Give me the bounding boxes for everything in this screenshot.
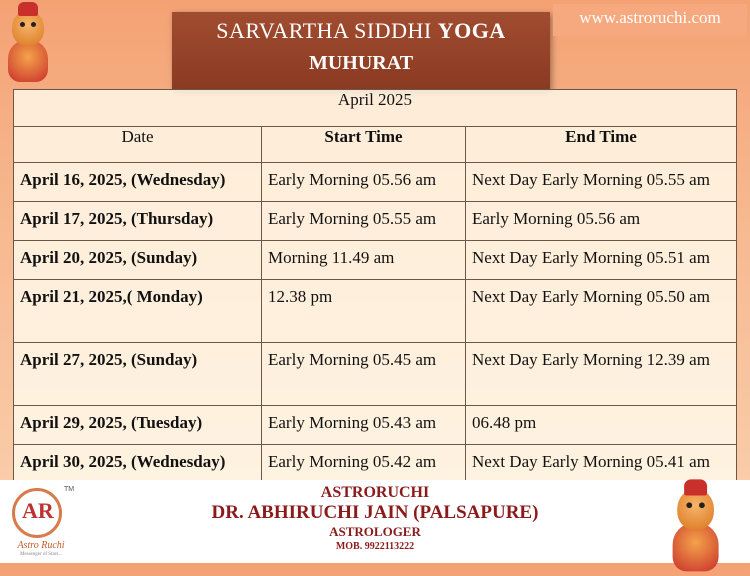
table-row (14, 241, 737, 280)
cell-date: April 17, 2025, (Thursday) (14, 202, 262, 241)
footer-astrologer-name: DR. ABHIRUCHI JAIN (PALSAPURE) (211, 502, 539, 523)
cell-start-time: Early Morning 05.55 am (262, 202, 466, 241)
muhurat-table (13, 89, 737, 484)
table-row (14, 343, 737, 406)
cell-start-time: Early Morning 05.43 am (262, 406, 466, 445)
cell-end-time: Next Day Early Morning 05.55 am (466, 163, 737, 202)
cell-start-time: Early Morning 05.42 am (262, 445, 466, 484)
logo-tagline: Messenger of Stars... (19, 552, 63, 557)
logo-ar-icon: AR (22, 498, 54, 523)
cell-end-time: Next Day Early Morning 12.39 am (466, 343, 737, 406)
footer-brand: ASTRORUCHI (320, 484, 430, 501)
table-row (14, 163, 737, 202)
cell-end-time: Next Day Early Morning 05.50 am (466, 280, 737, 343)
table-header-row (14, 127, 737, 163)
table-row (14, 280, 737, 343)
page-subtitle: MUHURAT (308, 52, 414, 74)
cell-date: April 20, 2025, (Sunday) (14, 241, 262, 280)
footer-phone: MOB. 9922113222 (335, 541, 415, 552)
cell-start-time: 12.38 pm (262, 280, 466, 343)
cell-date: April 21, 2025,( Monday) (14, 280, 262, 343)
page-title-banner (172, 12, 550, 90)
footer-signature (180, 484, 570, 553)
cell-end-time: Next Day Early Morning 05.41 am (466, 445, 737, 484)
cell-date: April 29, 2025, (Tuesday) (14, 406, 262, 445)
table-month: April 2025 (14, 90, 737, 127)
logo-name: Astro Ruchi (17, 540, 65, 551)
ganesha-image-top-left (4, 6, 52, 86)
cell-date: April 30, 2025, (Wednesday) (14, 445, 262, 484)
cell-date: April 16, 2025, (Wednesday) (14, 163, 262, 202)
website-url: www.astroruchi.com (553, 4, 747, 36)
table-row (14, 202, 737, 241)
ganesha-image-bottom-right (668, 484, 723, 576)
column-header-start-time: Start Time (262, 127, 466, 163)
column-header-end-time: End Time (466, 127, 737, 163)
page-title: SARVARTHA SIDDHI YOGA (216, 18, 506, 43)
table-row (14, 445, 737, 484)
cell-start-time: Morning 11.49 am (262, 241, 466, 280)
cell-end-time: Next Day Early Morning 05.51 am (466, 241, 737, 280)
table-row (14, 406, 737, 445)
logo-trademark: TM (64, 486, 75, 493)
cell-end-time: 06.48 pm (466, 406, 737, 445)
footer-role: ASTROLOGER (329, 524, 421, 539)
column-header-date: Date (14, 127, 262, 163)
table-month-row (14, 90, 737, 127)
cell-end-time: Early Morning 05.56 am (466, 202, 737, 241)
astroruchi-logo (8, 486, 75, 557)
cell-start-time: Early Morning 05.45 am (262, 343, 466, 406)
cell-start-time: Early Morning 05.56 am (262, 163, 466, 202)
cell-date: April 27, 2025, (Sunday) (14, 343, 262, 406)
